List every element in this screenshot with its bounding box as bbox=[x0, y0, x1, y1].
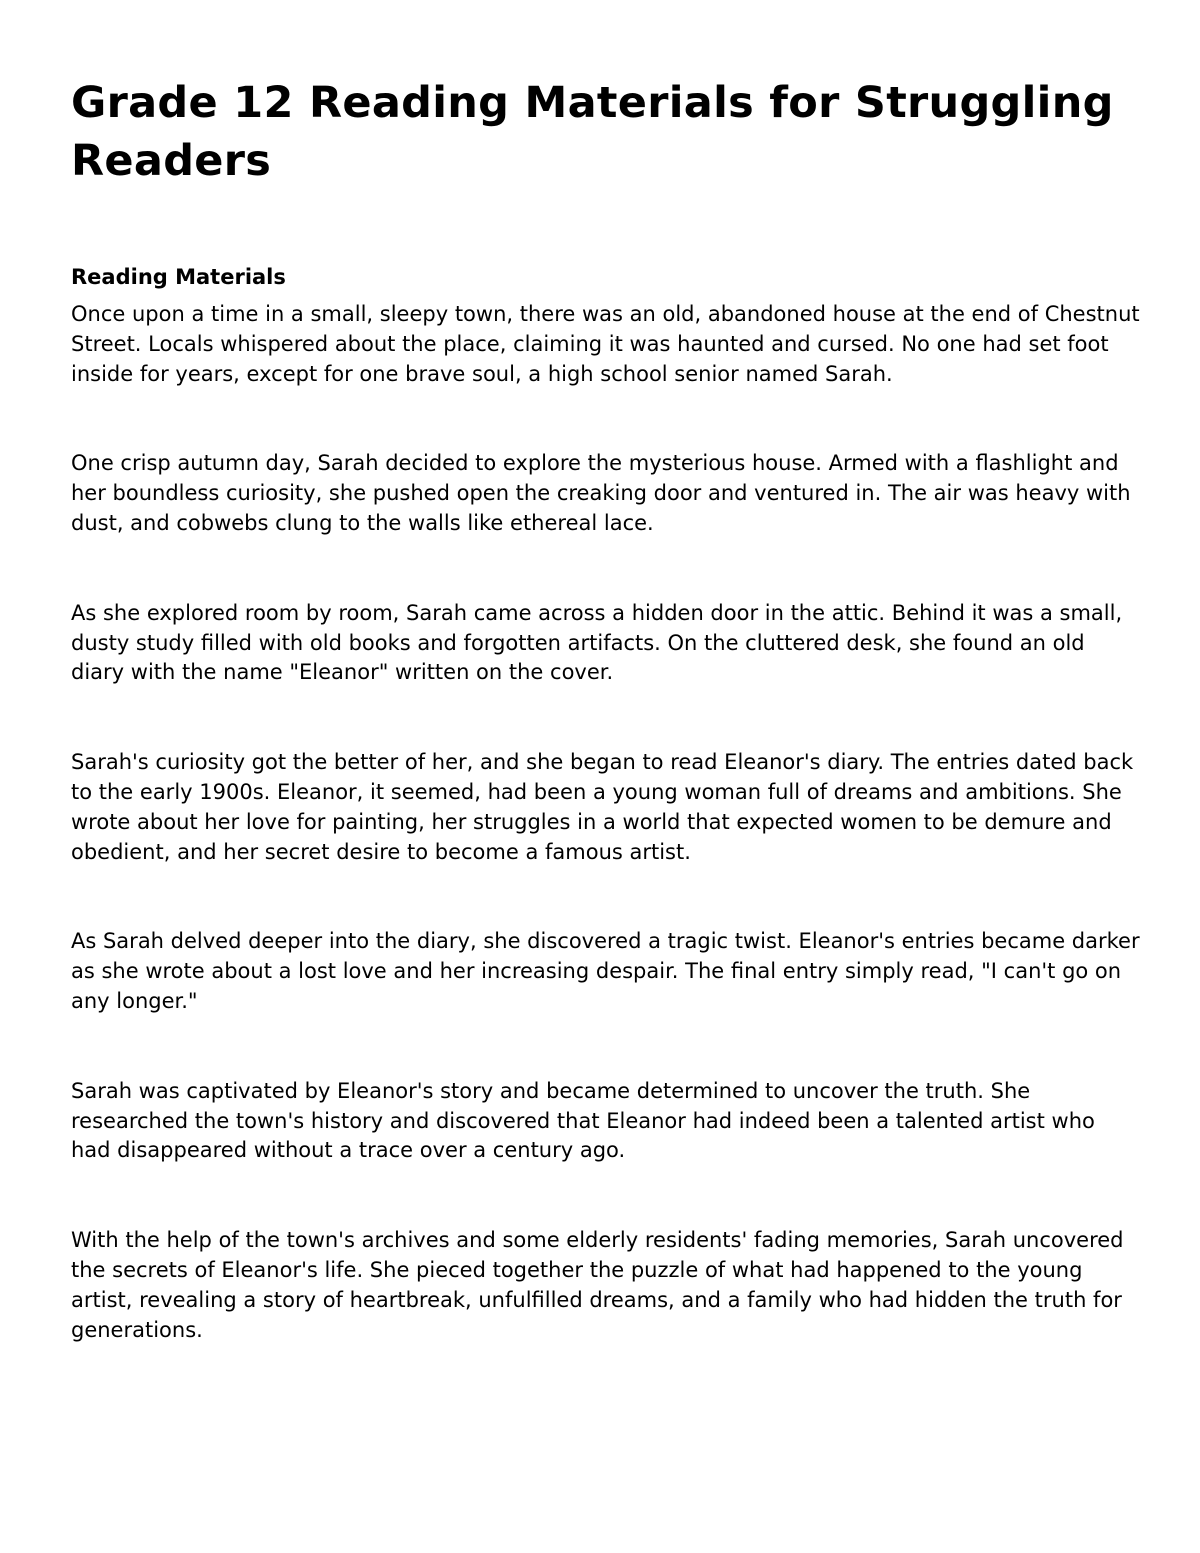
story-paragraph-7: With the help of the town's archives and some elderly residents' fading memories, Sarah uncovered the secrets of Eleanor's life. She pieced together the puzzle of what had happened to the young artist, revealing a story of heartbreak, unfulfilled dreams, and a family who had hidden the truth for generations. bbox=[71, 1228, 1124, 1342]
document-title: Grade 12 Reading Materials for Struggling Readers bbox=[71, 78, 1114, 186]
section-heading: Reading Materials bbox=[71, 265, 286, 289]
document-page bbox=[71, 74, 1141, 1345]
story-paragraph-6: Sarah was captivated by Eleanor's story and became determined to uncover the truth. She researched the town's history and discovered that Eleanor had indeed been a talented artist who had disappeared without a trace over a century ago. bbox=[71, 1078, 1095, 1163]
story-body bbox=[71, 300, 1141, 1345]
story-paragraph-1: Once upon a time in a small, sleepy town, there was an old, abandoned house at the end of Chestnut Street. Locals whispered about the place, claiming it was haunted and cursed. No one had set foot inside for years, except for one brave soul, a high school senior named Sarah. bbox=[71, 302, 1140, 386]
story-paragraph-4: Sarah's curiosity got the better of her, and she began to read Eleanor's diary. The entries dated back to the early 1900s. Eleanor, it seemed, had been a young woman full of dreams and ambitions. She wrote about her love for painting, her struggles in a world that expected women to be demure and obedient, and her secret desire to become a famous artist. bbox=[71, 750, 1134, 864]
story-paragraph-5: As Sarah delved deeper into the diary, she discovered a tragic twist. Eleanor's entries became darker as she wrote about a lost love and her increasing despair. The final entry simply read, "I can't go on any longer." bbox=[71, 929, 1140, 1013]
story-paragraph-2: One crisp autumn day, Sarah decided to explore the mysterious house. Armed with a flashlight and her boundless curiosity, she pushed open the creaking door and ventured in. The air was heavy with dust, and cobwebs clung to the walls like ethereal lace. bbox=[71, 451, 1131, 535]
story-paragraph-3: As she explored room by room, Sarah came across a hidden door in the attic. Behind it was a small, dusty study filled with old books and forgotten artifacts. On the cluttered desk, she found an old diary with the name "Eleanor" written on the cover. bbox=[71, 600, 1123, 685]
